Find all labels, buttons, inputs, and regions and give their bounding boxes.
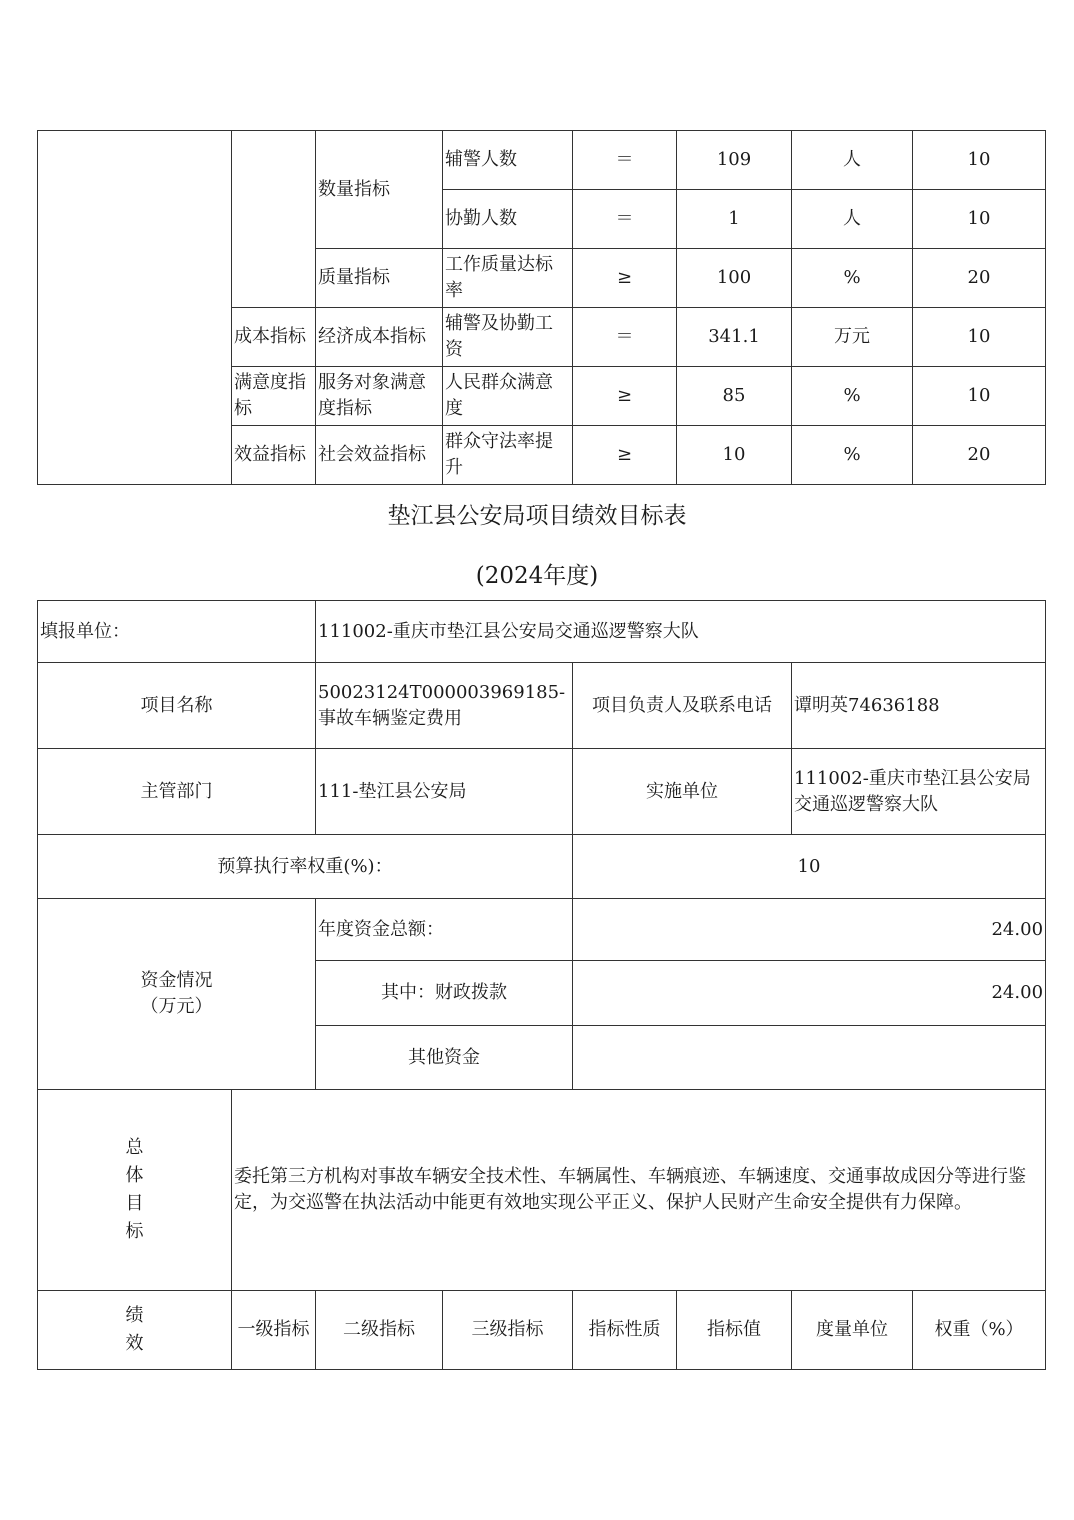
indicator-value: 1 — [677, 190, 792, 249]
overall-goal-label — [38, 1090, 232, 1291]
header-unit: 度量单位 — [792, 1291, 913, 1370]
indicator-operator: ＝ — [573, 308, 677, 367]
impl-unit-label: 实施单位 — [573, 749, 792, 835]
satisfaction-level1-label: 满意度指标 — [232, 367, 316, 426]
indicator-unit: % — [792, 367, 913, 426]
annual-total-value: 24.00 — [573, 899, 1046, 961]
indicator-weight: 20 — [913, 426, 1046, 485]
indicator-weight: 20 — [913, 249, 1046, 308]
indicator-name: 人民群众满意度 — [443, 367, 573, 426]
cost-level2-label: 经济成本指标 — [316, 308, 443, 367]
indicator-unit: 人 — [792, 131, 913, 190]
funds-label-text: 资金情况 — [140, 970, 213, 991]
contact-value: 谭明英74636188 — [792, 663, 1046, 749]
indicator-weight: 10 — [913, 190, 1046, 249]
perf-label-text: 绩效 — [125, 1305, 144, 1354]
funds-unit-text: （万元） — [140, 996, 213, 1017]
indicator-unit: 人 — [792, 190, 913, 249]
indicator-value: 100 — [677, 249, 792, 308]
fiscal-label: 其中：财政拨款 — [316, 961, 573, 1026]
project-name-value: 50023124T000003969185-事故车辆鉴定费用 — [316, 663, 573, 749]
indicator-operator: ≥ — [573, 367, 677, 426]
funds-label — [38, 899, 316, 1090]
indicator-value: 341.1 — [677, 308, 792, 367]
indicator-name: 工作质量达标率 — [443, 249, 573, 308]
level1-cell-blank — [232, 131, 316, 308]
header-value: 指标值 — [677, 1291, 792, 1370]
page-title: 垫江县公安局项目绩效目标表 — [387, 503, 687, 529]
indicator-operator: ＝ — [573, 131, 677, 190]
other-funds-value — [573, 1026, 1046, 1090]
indicator-operator: ＝ — [573, 190, 677, 249]
perf-label-cell — [38, 131, 232, 485]
indicator-unit: % — [792, 426, 913, 485]
indicator-name: 辅警人数 — [443, 131, 573, 190]
indicator-name: 协勤人数 — [443, 190, 573, 249]
overall-goal-text: 委托第三方机构对事故车辆安全技术性、车辆属性、车辆痕迹、车辆速度、交通事故成因分等进行鉴定，为交巡警在执法活动中能更有效地实现公平正义、保护人民财产生命安全提供有力保障。 — [232, 1090, 1046, 1291]
satisfaction-level2-label: 服务对象满意度指标 — [316, 367, 443, 426]
page-subtitle: (2024年度) — [475, 563, 599, 589]
performance-goal-table — [37, 600, 1046, 1370]
project-name-label: 项目名称 — [38, 663, 316, 749]
quantity-indicator-label: 数量指标 — [316, 131, 443, 249]
dept-label: 主管部门 — [38, 749, 316, 835]
perf-label — [38, 1291, 232, 1370]
budget-rate-label: 预算执行率权重(%)： — [38, 835, 573, 899]
other-funds-label: 其他资金 — [316, 1026, 573, 1090]
indicator-weight: 10 — [913, 131, 1046, 190]
benefit-level2-label: 社会效益指标 — [316, 426, 443, 485]
dept-value: 111-垫江县公安局 — [316, 749, 573, 835]
quality-indicator-label: 质量指标 — [316, 249, 443, 308]
header-level3: 三级指标 — [443, 1291, 573, 1370]
benefit-level1-label: 效益指标 — [232, 426, 316, 485]
indicator-value: 10 — [677, 426, 792, 485]
budget-rate-value: 10 — [573, 835, 1046, 899]
reporting-unit-label: 填报单位： — [38, 601, 316, 663]
indicator-operator: ≥ — [573, 249, 677, 308]
header-level2: 二级指标 — [316, 1291, 443, 1370]
indicator-operator: ≥ — [573, 426, 677, 485]
fiscal-value: 24.00 — [573, 961, 1046, 1026]
impl-unit-value: 111002-重庆市垫江县公安局交通巡逻警察大队 — [792, 749, 1046, 835]
indicator-name: 群众守法率提升 — [443, 426, 573, 485]
indicator-unit: % — [792, 249, 913, 308]
indicator-value: 109 — [677, 131, 792, 190]
overall-goal-label-text: 总体目标 — [125, 1137, 144, 1242]
indicator-weight: 10 — [913, 308, 1046, 367]
header-nature: 指标性质 — [573, 1291, 677, 1370]
indicator-table-continued — [37, 130, 1046, 485]
annual-total-label: 年度资金总额： — [316, 899, 573, 961]
indicator-unit: 万元 — [792, 308, 913, 367]
cost-level1-label: 成本指标 — [232, 308, 316, 367]
header-weight: 权重（%） — [913, 1291, 1046, 1370]
indicator-name: 辅警及协勤工资 — [443, 308, 573, 367]
header-level1: 一级指标 — [232, 1291, 316, 1370]
contact-label: 项目负责人及联系电话 — [573, 663, 792, 749]
reporting-unit-value: 111002-重庆市垫江县公安局交通巡逻警察大队 — [316, 601, 1046, 663]
indicator-value: 85 — [677, 367, 792, 426]
indicator-weight: 10 — [913, 367, 1046, 426]
